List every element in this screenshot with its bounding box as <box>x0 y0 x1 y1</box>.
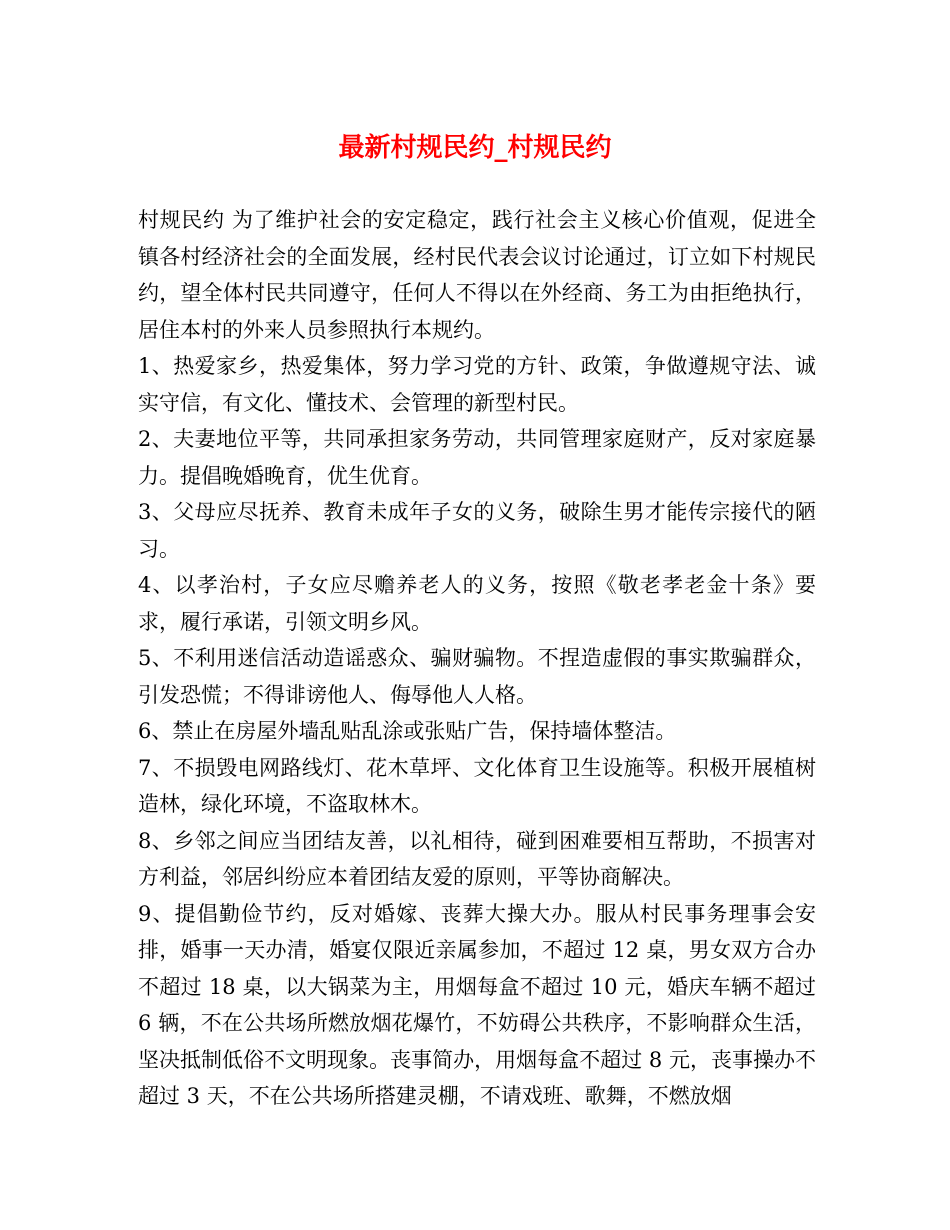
rule-3-paragraph: 3、父母应尽抚养、教育未成年子女的义务，破除生男才能传宗接代的陋习。 <box>138 500 816 561</box>
rule-2-paragraph: 2、夫妻地位平等，共同承担家务劳动，共同管理家庭财产，反对家庭暴力。提倡晚婚晚育，优生优育。 <box>138 427 816 488</box>
rule-1-paragraph: 1、热爱家乡，热爱集体，努力学习党的方针、政策，争做遵规守法、诚实守信，有文化、懂技术、会管理的新型村民。 <box>138 354 816 415</box>
document-title: 最新村规民约_村规民约 <box>338 133 612 163</box>
rule-5-paragraph: 5、不利用迷信活动造谣惑众、骗财骗物。不捏造虚假的事实欺骗群众，引发恐慌；不得诽谤他人、侮辱他人人格。 <box>138 646 816 707</box>
intro-paragraph: 村规民约 为了维护社会的安定稳定，践行社会主义核心价值观，促进全镇各村经济社会的全面发展，经村民代表会议讨论通过，订立如下村规民约，望全体村民共同遵守，任何人不得以在外经商、务工为由拒绝执行，居住本村的外来人员参照执行本规约。 <box>138 208 816 342</box>
document-body <box>138 202 816 1115</box>
rule-4-paragraph: 4、以孝治村，子女应尽赡养老人的义务，按照《敬老孝老金十条》要求，履行承诺，引领文明乡风。 <box>138 573 816 634</box>
rule-6-paragraph: 6、禁止在房屋外墙乱贴乱涂或张贴广告，保持墙体整洁。 <box>138 719 677 743</box>
rule-8-paragraph: 8、乡邻之间应当团结友善，以礼相待，碰到困难要相互帮助，不损害对方利益，邻居纠纷应本着团结友爱的原则，平等协商解决。 <box>138 828 816 889</box>
rule-9-paragraph: 9、提倡勤俭节约，反对婚嫁、丧葬大操大办。服从村民事务理事会安排，婚事一天办清，婚宴仅限近亲属参加，不超过 12 桌，男女双方合办不超过 18 桌，以大锅菜为主，用烟每盒不超过 10 元，婚庆车辆不超过 6 辆，不在公共场所燃放烟花爆竹，不妨碍公共秩序，不影响群众生活，坚决抵制低俗不文明现象。丧事简办，用烟每盒不超过 8 元，丧事操办不超过 3 天，不在公共场所搭建灵棚，不请戏班、歌舞，不燃放烟 <box>138 901 816 1108</box>
rule-7-paragraph: 7、不损毁电网路线灯、花木草坪、文化体育卫生设施等。积极开展植树造林，绿化环境，不盗取林木。 <box>138 755 816 816</box>
